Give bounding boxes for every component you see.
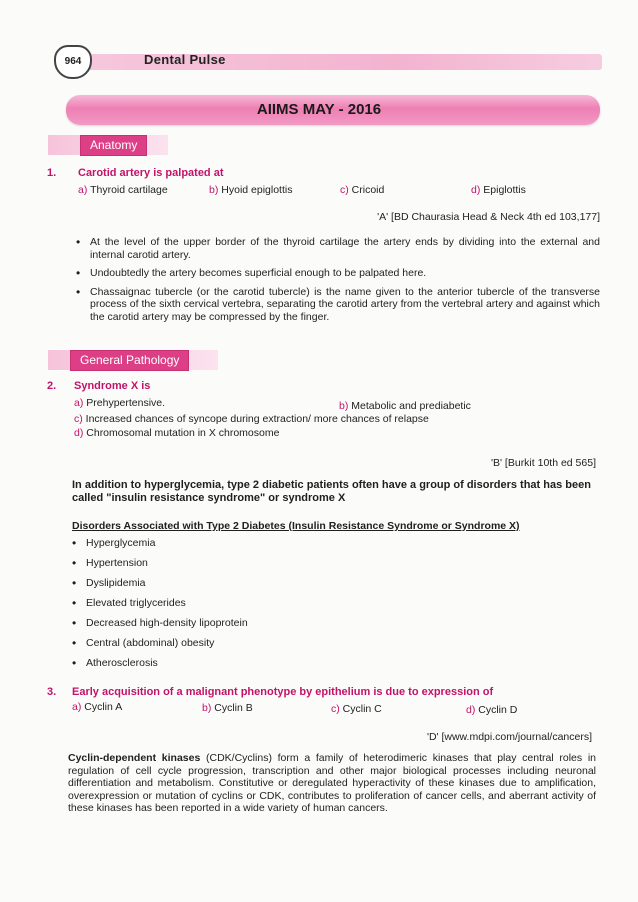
q3-option-a: a) Cyclin A	[72, 701, 123, 713]
page-number: 964	[64, 56, 82, 67]
q3-option-d: d) Cyclin D	[466, 704, 518, 716]
q2-explanation: In addition to hyperglycemia, type 2 diabetic patients often have a group of disorders that has been called "insulin resistance syndrome" or syndrome X	[72, 479, 591, 504]
q1-question: Carotid artery is palpated at	[78, 167, 224, 179]
q1-option-c: c) Cricoid	[340, 184, 385, 196]
q3-question: Early acquisition of a malignant phenotype by epithelium is due to expression of	[72, 686, 494, 698]
q2-option-d: d) Chromosomal mutation in X chromosome	[74, 427, 280, 439]
q1-answer-ref: 'A' [BD Chaurasia Head & Neck 4th ed 103,177]	[377, 211, 600, 223]
q2-option-a: a) Prehypertensive.	[74, 397, 166, 409]
q2-list-heading: Disorders Associated with Type 2 Diabetes (Insulin Resistance Syndrome or Syndrome X)	[72, 520, 520, 532]
list-item: • Hyperglycemia	[72, 537, 372, 550]
q2-answer-ref: 'B' [Burkit 10th ed 565]	[491, 457, 596, 469]
q3-number: 3.	[47, 686, 57, 698]
q3-answer-ref: 'D' [www.mdpi.com/journal/cancers]	[426, 731, 592, 743]
q1-option-d: d) Epiglottis	[471, 184, 526, 196]
q2-number: 2.	[47, 380, 57, 392]
page-number-badge	[54, 45, 92, 79]
section-label-general-pathology: General Pathology	[70, 350, 189, 371]
q1-option-a: a) Thyroid cartilage	[78, 184, 168, 196]
list-item: • Undoubtedly the artery becomes superficial enough to be palpated here.	[76, 267, 600, 280]
list-item: • Chassaignac tubercle (or the carotid tubercle) is the name given to the anterior tubercle of the transverse process of the sixth cervical vertebra, separating the carotid artery from the vertebral artery and against which the carotid artery may be compressed by the finger.	[76, 286, 600, 324]
q1-number: 1.	[47, 167, 57, 179]
list-item: • Central (abdominal) obesity	[72, 637, 372, 650]
list-item: • Dyslipidemia	[72, 577, 372, 590]
q3-option-c: c) Cyclin C	[331, 703, 382, 715]
list-item: • Decreased high-density lipoprotein	[72, 617, 372, 630]
q3-explanation: Cyclin-dependent kinases (CDK/Cyclins) form a family of heterodimeric kinases that play central roles in regulation of cell cycle progression, transcription and other major biological processes including neuronal differentiation and metabolism. Constitutive or deregulated hyperactivity of these kinases due to amplification, overexpression or mutation of cyclins or CDK, contributes to proliferation of cancer cells, and aberrant activity of these kinases has been reported in a wide variety of human cancers.	[68, 752, 597, 814]
q1-option-b: b) Hyoid epiglottis	[209, 184, 293, 196]
book-title: Dental Pulse	[144, 52, 226, 67]
q1-explanation-list	[76, 236, 600, 329]
q2-disorder-list	[72, 537, 372, 677]
section-label-anatomy: Anatomy	[80, 135, 147, 156]
q3-option-b: b) Cyclin B	[202, 702, 253, 714]
list-item: • Atherosclerosis	[72, 657, 372, 670]
list-item: • Hypertension	[72, 557, 372, 570]
exam-title: AIIMS MAY - 2016	[256, 101, 382, 118]
q2-option-c: c) Increased chances of syncope during extraction/ more chances of relapse	[74, 413, 429, 425]
q2-option-b: b) Metabolic and prediabetic	[339, 400, 471, 412]
list-item: • At the level of the upper border of the thyroid cartilage the artery ends by dividing into the external and internal carotid artery.	[76, 236, 600, 261]
q2-question: Syndrome X is	[74, 380, 151, 392]
list-item: • Elevated triglycerides	[72, 597, 372, 610]
